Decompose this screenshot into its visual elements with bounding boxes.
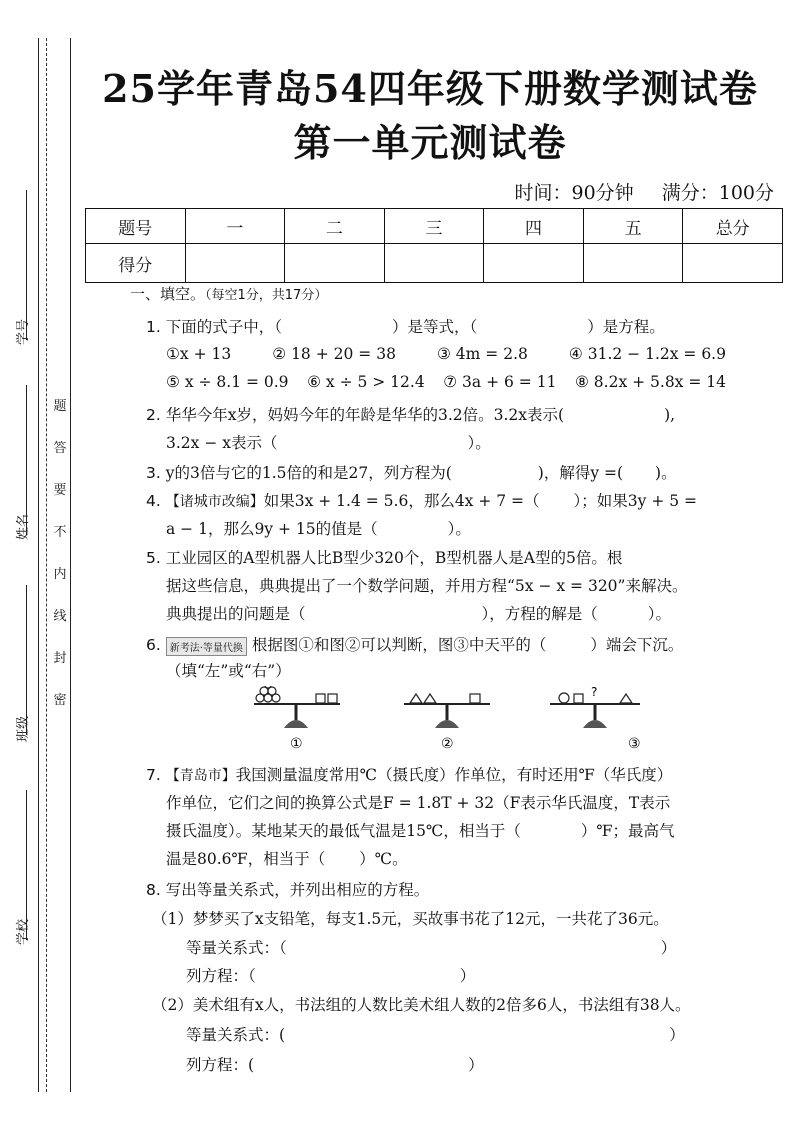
figure-label: ① — [290, 736, 303, 752]
question-5-line2 — [166, 574, 687, 596]
q1-option: ⑥ x ÷ 5 > 12.4 — [307, 373, 425, 391]
question-number: 4. — [146, 492, 161, 510]
section-note: （每空1分，共17分） — [205, 288, 328, 303]
new-method-tag: 新考法·等量代换 — [166, 637, 247, 656]
score-header-cell: 总分 — [683, 209, 783, 244]
q5-text: 典典提出的问题是（ — [166, 605, 306, 623]
score-table-header-row — [86, 209, 783, 244]
exam-subtitle: 第一单元测试卷 — [293, 120, 567, 165]
balance-scale-1 — [254, 686, 340, 752]
seal-line-text — [52, 398, 68, 734]
balance-scale-2 — [404, 694, 490, 752]
question-8-sub1 — [152, 907, 669, 929]
q1-option: ④ 31.2 − 1.2x = 6.9 — [568, 345, 726, 363]
question-7 — [146, 763, 672, 785]
time-limit: 时间：90分钟 — [514, 182, 634, 204]
score-header-cell: 四 — [484, 209, 584, 244]
question-5-line3 — [166, 602, 671, 624]
seal-char: 题 — [53, 399, 67, 414]
question-8-sub2 — [152, 993, 691, 1015]
full-score: 满分：100分 — [661, 182, 774, 204]
seal-char: 要 — [53, 483, 67, 498]
school-fill[interactable] — [26, 790, 27, 940]
q2-text: ）。 — [467, 434, 491, 452]
seal-char: 不 — [53, 525, 67, 540]
question-number: 1. — [146, 318, 161, 336]
relation-label: ） — [660, 939, 677, 957]
margin-line-inner — [70, 38, 71, 1092]
question-5 — [146, 546, 622, 568]
q1-option: ② 18 + 20 = 38 — [272, 345, 396, 363]
seal-char: 封 — [53, 651, 67, 666]
balance-scale-3 — [550, 686, 641, 752]
figure-label: ② — [441, 736, 454, 752]
score-table — [85, 208, 783, 283]
q2-text: 3.2x − x表示（ — [166, 434, 278, 452]
score-cell[interactable] — [484, 244, 584, 283]
seal-char: 内 — [53, 567, 67, 582]
q1-option: ⑧ 8.2x + 5.8x = 14 — [574, 373, 726, 391]
equation-label: 列方程：（ — [186, 967, 256, 985]
q7-text: ）℃。 — [359, 850, 408, 868]
question-6-line2 — [166, 659, 291, 681]
score-cell[interactable] — [683, 244, 783, 283]
question-8 — [146, 878, 429, 900]
seal-char: 密 — [53, 693, 67, 708]
school-label: 学校 — [16, 918, 31, 945]
score-row-label: 得分 — [86, 244, 186, 283]
q1-option: ⑤ x ÷ 8.1 = 0.9 — [166, 373, 289, 391]
q1-options-row1 — [166, 345, 726, 363]
q8-sub1-equation — [186, 964, 475, 986]
score-header-cell: 一 — [185, 209, 285, 244]
q4-text: 如果3x + 1.4 = 5.6，那么4x + 7 =（ — [263, 492, 540, 510]
q6-text: （填“左”或“右”） — [166, 662, 291, 680]
question-1 — [146, 315, 665, 337]
score-cell[interactable] — [285, 244, 385, 283]
figure-label: ③ — [628, 736, 641, 752]
equation-label: 列方程：( — [186, 1056, 255, 1074]
q8-text: 写出等量关系式，并列出相应的方程。 — [165, 881, 430, 899]
unknown-mark: ? — [591, 686, 598, 699]
binding-margin — [0, 0, 80, 1130]
cube-icon — [574, 694, 583, 703]
q7-text: ）℉；最高气 — [580, 822, 675, 840]
q5-text: ）。 — [647, 605, 672, 623]
q2-text: ), — [664, 406, 676, 424]
question-7-line3 — [166, 819, 675, 841]
balance-scales-figure — [240, 686, 680, 752]
name-fill[interactable] — [26, 385, 27, 535]
score-header-cell: 二 — [285, 209, 385, 244]
q7-text: 我国测量温度常用℃（摄氏度）作单位，有时还用℉（华氏度） — [235, 766, 673, 784]
score-cell[interactable] — [384, 244, 484, 283]
seal-char: 答 — [53, 441, 67, 456]
question-3 — [146, 461, 677, 483]
seal-char: 线 — [53, 609, 67, 624]
score-header-cell: 五 — [583, 209, 683, 244]
question-4 — [146, 489, 697, 511]
q7-text: 温是80.6℉，相当于（ — [166, 850, 326, 868]
question-4-line2 — [166, 517, 471, 539]
q7-text: 摄氏温度）。某地某天的最低气温是15℃，相当于（ — [166, 822, 521, 840]
margin-line-dashed — [46, 38, 47, 1092]
q6-text: 根据图①和图②可以判断，图③中天平的（ — [251, 636, 547, 654]
q1-options-row2 — [166, 373, 726, 391]
relation-label: ） — [669, 1026, 685, 1044]
section-heading-text: 一、填空。 — [130, 285, 206, 303]
q8-sub2-equation — [186, 1053, 484, 1075]
q1-option: ③ 4m = 2.8 — [436, 345, 528, 363]
name-label: 姓名 — [16, 513, 31, 540]
score-cell[interactable] — [185, 244, 285, 283]
q1-text: ）是等式，（ — [392, 318, 478, 336]
exam-title: 25学年青岛54四年级下册数学测试卷 — [102, 66, 758, 111]
q4-text: ）；如果3y + 5 = — [573, 492, 698, 510]
q1-option: ⑦ 3a + 6 = 11 — [443, 373, 557, 391]
q8-sub-text: （1）梦梦买了x支铅笔，每支1.5元，买故事书花了12元，一共花了36元。 — [152, 910, 669, 928]
q1-option: ①x + 13 — [166, 345, 232, 363]
q8-sub-text: （2）美术组有x人，书法组的人数比美术组人数的2倍多6人，书法组有38人。 — [152, 996, 691, 1014]
triangle-icon — [620, 694, 632, 703]
triangle-icon — [410, 694, 422, 703]
question-7-line4 — [166, 847, 408, 869]
cube-icon — [316, 694, 325, 703]
q8-sub1-relation — [186, 936, 676, 958]
question-number: 6. — [146, 636, 161, 654]
question-2 — [146, 403, 675, 425]
score-cell[interactable] — [583, 244, 683, 283]
q5-text: 工业园区的A型机器人比B型少320个，B型机器人是A型的5倍。根 — [165, 549, 623, 567]
scale-base — [583, 720, 607, 728]
source-tag: 【诸城市改编】 — [165, 494, 264, 510]
q4-text: a − 1，那么9y + 15的值是（ — [166, 520, 378, 538]
score-header-cell: 三 — [384, 209, 484, 244]
q4-text: ）。 — [447, 520, 471, 538]
q3-text: )，解得y =( — [537, 464, 624, 482]
source-tag: 【青岛市】 — [165, 768, 236, 784]
question-2-line2 — [166, 431, 491, 453]
equation-label: ） — [459, 967, 476, 985]
q5-text: 据这些信息，典典提出了一个数学问题，并用方程“5x − x = 320”来解决。 — [166, 577, 688, 595]
question-number: 2. — [146, 406, 161, 424]
q3-text: )。 — [655, 464, 677, 482]
section-heading — [130, 283, 327, 304]
class-label: 班级 — [16, 715, 31, 742]
q1-text: ）是方程。 — [587, 318, 665, 336]
q1-text: 下面的式子中，（ — [165, 318, 282, 336]
q7-text: 作单位，它们之间的换算公式是F = 1.8T + 32（F表示华氏温度，T表示 — [166, 794, 671, 812]
score-table-score-row — [86, 244, 783, 283]
question-number: 7. — [146, 766, 161, 784]
scale-base — [435, 720, 459, 728]
q2-text: 华华今年x岁，妈妈今年的年龄是华华的3.2倍。3.2x表示( — [165, 406, 565, 424]
question-7-line2 — [166, 791, 670, 813]
q5-text: ），方程的解是（ — [481, 605, 598, 623]
cube-icon — [328, 694, 337, 703]
student-no-fill[interactable] — [26, 190, 27, 340]
q6-text: ）端会下沉。 — [590, 636, 684, 654]
q8-sub2-relation — [186, 1023, 685, 1045]
ball-icon — [265, 686, 271, 688]
question-number: 5. — [146, 549, 161, 567]
class-fill[interactable] — [26, 585, 27, 735]
triangle-icon — [424, 694, 436, 703]
q3-text: y的3倍与它的1.5倍的和是27，列方程为( — [165, 464, 452, 482]
margin-line-outer — [38, 38, 39, 1092]
question-6 — [146, 633, 683, 656]
scale-base — [284, 720, 308, 728]
relation-label: 等量关系式：（ — [186, 939, 287, 957]
question-number: 8. — [146, 881, 161, 899]
score-header-cell: 题号 — [86, 209, 186, 244]
ball-icon — [559, 693, 569, 703]
exam-meta — [493, 178, 775, 205]
question-number: 3. — [146, 464, 161, 482]
cube-icon — [470, 694, 480, 703]
equation-label: ） — [468, 1056, 484, 1074]
student-no-label: 学号 — [16, 318, 31, 345]
relation-label: 等量关系式：( — [186, 1026, 286, 1044]
